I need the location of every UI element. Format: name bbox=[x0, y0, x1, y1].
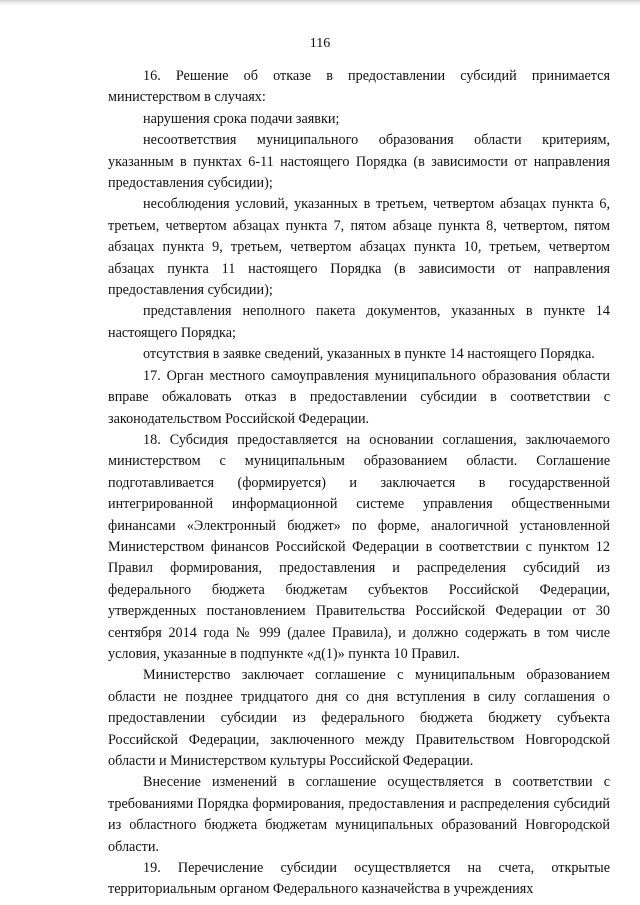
paragraph-missing-information: отсутствия в заявке сведений, указанных в пункте 14 настоящего Порядка. bbox=[143, 346, 595, 363]
paragraph-17-appeal: 17. Орган местного самоуправления муниципального образования области вправе обжаловать отказ в предоставлении субсидии в соответствии с законодательством Российской Федерации. bbox=[108, 367, 610, 427]
paragraph-16-refusal: 16. Решение об отказе в предоставлении субсидий принимается министерством в случаях: bbox=[108, 68, 610, 106]
scan-edge-shadow bbox=[0, 0, 640, 6]
paragraph-incomplete-documents: представления неполного пакета документов, указанных в пункте 14 настоящего Порядка; bbox=[108, 303, 610, 341]
paragraph-conditions-noncompliance: несоблюдения условий, указанных в третьем, четвертом абзацах пункта 6, третьем, четвертом абзацах пункта 7, пятом абзаце пункта 8, четвертом, пятом абзацах пункта 9, третьем, четвертом абзацах пункта 10, третьем, четвертом абзацах пункта 11 настоящего Порядка (в зависимости от направления предоставления субсидии); bbox=[108, 196, 610, 299]
paragraph-agreement-deadline: Министерство заключает соглашение с муниципальным образованием области не позднее тридцатого дня со дня вступления в силу соглашения о предоставлении субсидии из федерального бюджета бюджету субъекта Российской Федерации, заключенного между Правительством Новгородской области и Министерством культуры Российской Федерации. bbox=[108, 667, 610, 769]
paragraph-19-transfer: 19. Перечисление субсидии осуществляется на счета, открытые территориальным органом Федерального казначейства в учреждениях bbox=[108, 860, 610, 898]
paragraph-agreement-changes: Внесение изменений в соглашение осуществляется в соответствии с требованиями Порядка формирования, предоставления и распределения субсидий из областного бюджета бюджетам муниципальных образований Новгородской области. bbox=[108, 774, 610, 855]
document-body bbox=[108, 66, 610, 901]
page-number: 116 bbox=[309, 36, 331, 51]
paragraph-deadline-violation: нарушения срока подачи заявки; bbox=[143, 110, 340, 127]
paragraph-criteria-mismatch: несоответствия муниципального образования области критериям, указанным в пунктах 6-11 настоящего Порядка (в зависимости от направления предоставления субсидии); bbox=[108, 132, 610, 192]
paragraph-18-agreement: 18. Субсидия предоставляется на основании соглашения, заключаемого министерством с муниципальным образованием области. Соглашение подготавливается (формируется) и заключается в государственной интегрированной информационной системе управления общественными финансами «Электронный бюджет» по форме, аналогичной установленной Министерством финансов Российской Федерации в соответствии с пунктом 12 Правил формирования, предоставления и распределения субсидий из федерального бюджета бюджетам субъектов Российской Федерации, утвержденных постановлением Правительства Российской Федерации от 30 сентября 2014 года № 999 (далее Правила), и должно содержать в том числе условия, указанные в подпункте «д(1)» пункта 10 Правил. bbox=[108, 431, 610, 662]
